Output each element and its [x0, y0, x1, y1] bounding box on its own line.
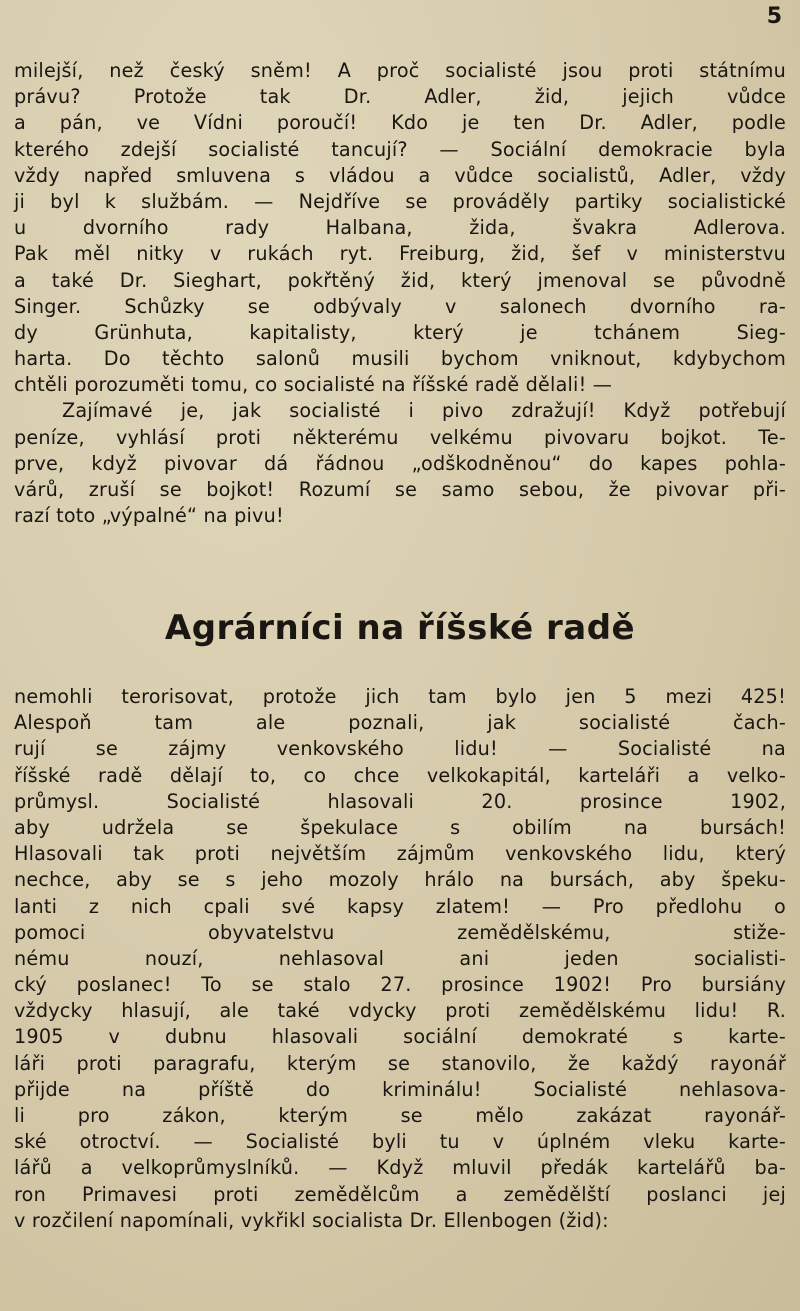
text-line: chtěli porozuměti tomu, co socialisté na říšské radě dělali! — [14, 373, 613, 397]
text-line: v rozčilení napomínali, vykřikl socialista Dr. Ellenbogen (žid): [14, 1208, 609, 1232]
text-line: Pak měl nitky v rukách ryt. Freiburg, žid, šef v ministerstvu [14, 242, 786, 266]
text-line: razí toto „výpalné“ na pivu! [14, 504, 284, 528]
text-line: průmysl. Socialisté hlasovali 20. prosince 1902, [14, 789, 786, 813]
section-heading: Agrárníci na říšské radě [164, 608, 636, 648]
text-line: prve, když pivovar dá řádnou „odškodněnou“ do kapes pohla- [14, 451, 786, 475]
text-line: nému nouzí, nehlasoval ani jeden socialisti- [14, 946, 786, 970]
text-line: a také Dr. Sieghart, pokřtěný žid, který jmenoval se původně [14, 268, 786, 292]
page-number: 5 [766, 4, 782, 29]
text-line: Hlasovali tak proti největším zájmům venkovského lidu, který [14, 842, 786, 866]
article-continuation [14, 58, 786, 529]
text-line: pomoci obyvatelstvu zemědělskému, stiže- [14, 920, 786, 944]
text-line: říšské radě dělají to, co chce velkokapitál, karteláři a velko- [14, 763, 786, 787]
text-line: 1905 v dubnu hlasovali sociální demokraté s karte- [14, 1025, 786, 1049]
text-line: dy Grünhuta, kapitalisty, který je tchánem Sieg- [14, 320, 786, 344]
text-line: vždycky hlasují, ale také vdycky proti zemědělskému lidu! R. [14, 999, 786, 1023]
text-line: přijde na příště do kriminálu! Socialisté nehlasova- [14, 1077, 786, 1101]
text-line: peníze, vyhlásí proti některému velkému pivovaru bojkot. Te- [14, 425, 786, 449]
text-line: milejší, než český sněm! A proč socialisté jsou proti státnímu [14, 59, 786, 82]
text-line: kterého zdejší socialisté tancují? — Sociální demokracie byla [14, 137, 786, 161]
text-line: lářů a velkoprůmyslníků. — Když mluvil předák kartelářů ba- [14, 1156, 786, 1180]
text-line: nemohli terorisovat, protože jich tam bylo jen 5 mezi 425! [14, 685, 786, 708]
text-line: právu? Protože tak Dr. Adler, žid, jejich vůdce [14, 85, 786, 109]
text-line: aby udržela se špekulace s obilím na bursách! [14, 815, 786, 839]
section-body [14, 684, 786, 1234]
text-line: várů, zruší se bojkot! Rozumí se samo sebou, že pivovar při- [14, 478, 786, 501]
text-line: ské otroctví. — Socialisté byli tu v úplném vleku karte- [14, 1130, 786, 1154]
text-line: lanti z nich cpali své kapsy zlatem! — Pro předlohu o [14, 894, 786, 918]
text-line: ji byl k službám. — Nejdříve se prováděly partiky socialistické [14, 189, 786, 213]
text-line: a pán, ve Vídni poroučí! Kdo je ten Dr. Adler, podle [14, 111, 786, 135]
text-line: Alespoň tam ale poznali, jak socialisté čach- [14, 711, 786, 735]
text-line: láři proti paragrafu, kterým se stanovilo, že každý rayonář [14, 1051, 786, 1075]
text-line: nechce, aby se s jeho mozoly hrálo na bursách, aby špeku- [14, 868, 786, 892]
text-line: Zajímavé je, jak socialisté i pivo zdražují! Když potřebují [62, 399, 786, 423]
text-line: cký poslanec! To se stalo 27. prosince 1902! Pro bursiány [14, 973, 786, 997]
text-line: ron Primavesi proti zemědělcům a zemědělští poslanci jej [14, 1182, 786, 1206]
text-line: Singer. Schůzky se odbývaly v salonech dvorního ra- [14, 294, 786, 318]
text-line: li pro zákon, kterým se mělo zakázat rayonář- [14, 1104, 786, 1127]
text-line: u dvorního rady Halbana, žida, švakra Adlerova. [14, 216, 786, 240]
text-line: harta. Do těchto salonů musili bychom vniknout, kdybychom [14, 347, 786, 371]
text-line: vždy napřed smluvena s vládou a vůdce socialistů, Adler, vždy [14, 163, 786, 187]
text-line: rují se zájmy venkovského lidu! — Socialisté na [14, 737, 786, 761]
